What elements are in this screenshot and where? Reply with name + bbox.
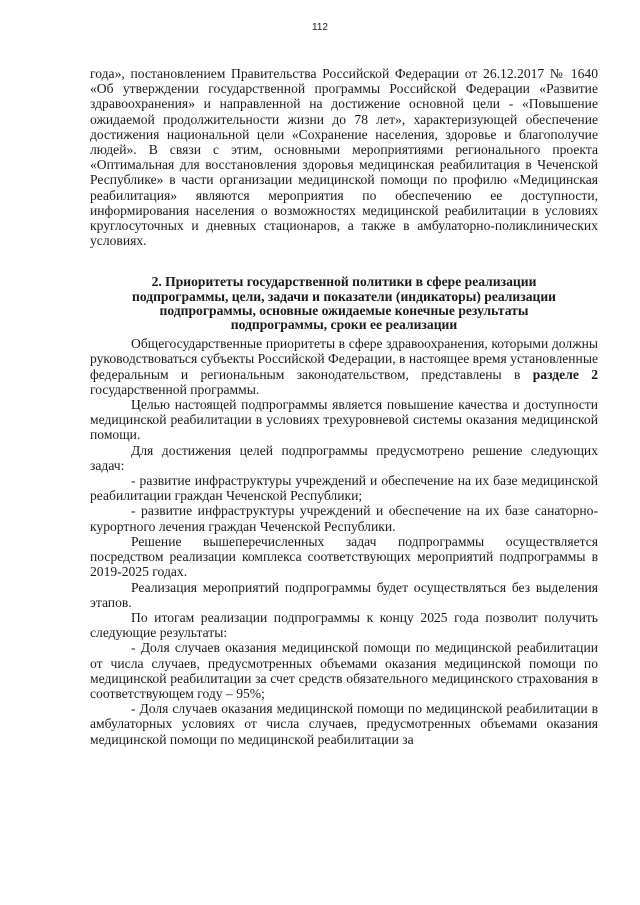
stages-paragraph: Реализация мероприятий подпрограммы будет осуществляться без выделения этапов. [90, 579, 598, 610]
heading-line: подпрограммы, сроки ее реализации [230, 317, 458, 333]
goal-paragraph: Целью настоящей подпрограммы является повышение качества и доступности медицинской реабилитации в условиях трехуровневой системы оказания медицинской помощи. [90, 397, 598, 443]
heading-line: подпрограммы, основные ожидаемые конечные результаты [159, 302, 529, 318]
page-content [90, 66, 598, 747]
heading-line: 2. Приоритеты государственной политики в сфере реализации [151, 274, 537, 290]
section-heading [90, 275, 598, 332]
intro-paragraph: года», постановлением Правительства Российской Федерации от 26.12.2017 № 1640 «Об утверждении государственной программы Российской Федерации «Развитие здравоохранения» и направленной на достижение основной цели - «Повышение ожидаемой продолжительности жизни до 78 лет», характеризующей обеспечение достижения национальной цели «Сохранение населения, здоровье и благополучие людей». В связи с этим, основными мероприятиями регионального проекта «Оптимальная для восстановления здоровья медицинская реабилитация в Чеченской Республике» в части организации медицинской помощи по профилю «Медицинская реабилитация» являются мероприятия по обеспечению ее доступности, информирования населения о возможностях медицинской реабилитации в условиях круглосуточных и дневных стационаров, а также в амбулаторно-поликлинических условиях. [90, 66, 598, 249]
heading-line: подпрограммы, цели, задачи и показатели (индикаторы) реализации [131, 288, 557, 304]
page-number: 112 [312, 22, 328, 33]
result-list-item: - Доля случаев оказания медицинской помощи по медицинской реабилитации от числа случаев, предусмотренных объемами оказания медицинской помощи по медицинской реабилитации за счет средств обязательного медицинского страхования в соответствующем году – 95%; [90, 640, 598, 701]
task-list-item: - развитие инфраструктуры учреждений и обеспечение на их базе медицинской реабилитации граждан Чеченской Республики; [90, 473, 598, 504]
results-intro-paragraph: По итогам реализации подпрограммы к концу 2025 года позволит получить следующие результаты: [90, 609, 598, 641]
priorities-text-end: государственной программы. [90, 381, 260, 397]
task-list-item: - развитие инфраструктуры учреждений и обеспечение на их базе санаторно-курортного лечения граждан Чеченской Республики. [90, 503, 598, 534]
tasks-intro-paragraph: Для достижения целей подпрограммы предусмотрено решение следующих задач: [90, 442, 598, 473]
priorities-paragraph [90, 336, 598, 397]
priorities-text: Общегосударственные приоритеты в сфере здравоохранения, которыми должны руководствоваться субъекты Российской Федерации, в настоящее время установленные федеральным и региональным законодательством, представлены в [90, 336, 598, 382]
result-list-item: - Доля случаев оказания медицинской помощи по медицинской реабилитации в амбулаторных условиях от числа случаев, предусмотренных объемами оказания медицинской помощи по медицинской реабилитации за [90, 701, 598, 747]
section-reference: разделе 2 [532, 366, 598, 382]
tasks-solution-paragraph: Решение вышеперечисленных задач подпрограммы осуществляется посредством реализации комплекса соответствующих мероприятий подпрограммы в 2019-2025 годах. [90, 533, 598, 580]
